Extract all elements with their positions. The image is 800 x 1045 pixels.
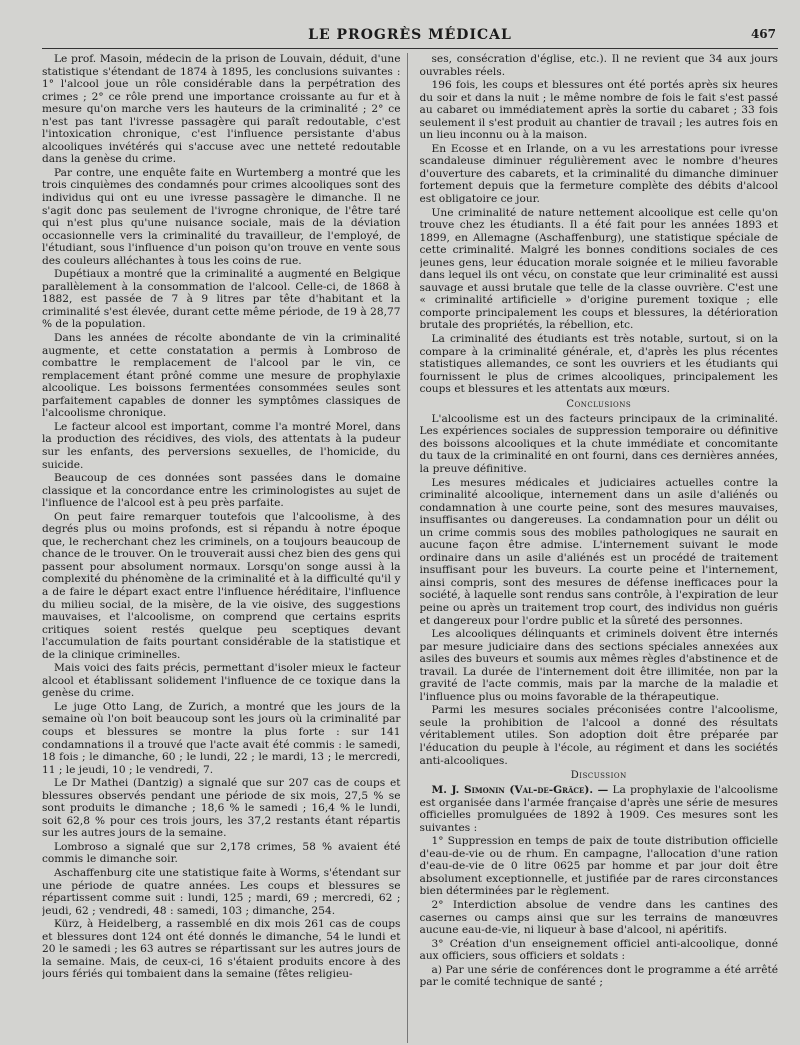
page-number: 467 — [750, 27, 776, 41]
paragraph: 196 fois, les coups et blessures ont été portés après six heures du soir et dans la nuit ; le même nombre de fois le fait s'est passé au cabaret ou immédiatement après la sortie du cabaret ; 33 fois seulement il s'est produit au chantier de travail ; les autres fois en un lieu inconnu ou à la maison. — [419, 79, 778, 142]
paragraph: Dans les années de récolte abondante de vin la criminalité augmente, et cette constatation a permis à Lombroso de combattre le remplacement de l'alcool par le vin, ce remplacement étant prôné comme une mesure de prophylaxie alcoolique. Les boissons fermentées consommées seules sont parfaitement capables de donner les symptômes classiques de l'alcoolisme chronique. — [42, 332, 401, 420]
paragraph: Les mesures médicales et judiciaires actuelles contre la criminalité alcoolique, internement dans un asile d'aliénés ou condamnation à une courte peine, sont des mesures mauvaises, insuffisantes ou dangereuses. La condamnation pour un délit ou un crime commis sous des mobiles pathologiques ne saurait en aucune façon être admise. L'internement suivant le mode ordinaire dans un asile d'aliénés est un procédé de traitement insuffisant pour les buveurs. La courte peine et l'internement, ainsi compris, sont des mesures de défense inefficaces pour la société, à laquelle sont rendus sans contrôle, à l'expiration de leur peine ou après un traitement trop court, des individus non guéris et dangereux pour l'ordre public et la sûreté des personnes. — [419, 476, 778, 627]
paragraph: En Ecosse et en Irlande, on a vu les arrestations pour ivresse scandaleuse diminuer régulièrement avec le nombre d'heures d'ouverture des cabarets, et la criminalité du dimanche diminuer fortement depuis que la fermeture complète des débits d'alcool est obligatoire ce jour. — [419, 142, 778, 206]
running-header — [42, 22, 778, 49]
paragraph: ses, consécration d'église, etc.). Il ne revient que 34 aux jours ouvrables réels. — [419, 53, 778, 78]
discussion-text: La prophylaxie de l'alcoolisme est organisée dans l'armée française d'après une série de mesures officielles promulguées de 1892 à 1909. Ces mesures sont les suivantes : — [419, 784, 778, 834]
discussion-opening — [420, 784, 779, 834]
paragraph: Dupétiaux a montré que la criminalité a augmenté en Belgique parallèlement à la consommation de l'alcool. Celle-ci, de 1868 à 1882, est passée de 7 à 9 litres par tête d'habitant et la criminalité s'est élevée, durant cette même période, de 19 à 28,77 % de la population. — [42, 268, 401, 331]
paragraph: 2° Interdiction absolue de vendre dans les cantines des casernes ou camps ainsi que sur les terrains de manœuvres aucune eau-de-vie, ni liqueur à base d'alcool, ni apéritifs. — [419, 899, 778, 937]
paragraph: Le facteur alcool est important, comme l'a montré Morel, dans la production des récidives, des viols, des attentats à la pudeur sur les enfants, des perversions sexuelles, de l'homicide, du suicide. — [42, 420, 401, 471]
section-heading-conclusions: Conclusions — [566, 398, 632, 410]
paragraph: a) Par une série de conférences dont le programme a été arrêté par le comité technique de santé ; — [419, 963, 778, 989]
paragraph: Lombroso a signalé que sur 2,178 crimes, 58 % avaient été commis le dimanche soir. — [42, 840, 401, 866]
paragraph: La criminalité des étudiants est très notable, surtout, si on la compare à la criminalité générale, et, d'après les plus récentes statistiques allemandes, ce sont les ouvriers et les étudiants qui fournissent le plus de crimes alcooliques, principalement les coups et blessures et les attentats aux mœurs. — [419, 333, 778, 396]
paragraph: On peut faire remarquer toutefois que l'alcoolisme, à des degrés plus ou moins profonds, est si répandu à notre époque que, le recherchant chez les criminels, on a toujours beaucoup de chance de le trouver. On le trouverait aussi chez bien des gens qui passent pour absolument normaux. Lorsqu'on songe aussi à la complexité du phénomène de la criminalité et à la difficulté qu'il y a de faire le départ exact entre l'influence héréditaire, l'influence du milieu social, de la misère, de la vie oisive, des suggestions mauvaises, et l'alcoolisme, on comprend que certains esprits critiques soient restés quelque peu sceptiques devant l'accumulation de faits pourtant considérable de la statistique et de la clinique criminelles. — [42, 510, 401, 661]
paragraph: Mais voici des faits précis, permettant d'isoler mieux le facteur alcool et établissant solidement l'influence de ce toxique dans la genèse du crime. — [42, 662, 401, 700]
paragraph: Beaucoup de ces données sont passées dans le domaine classique et la concordance entre les criminologistes au sujet de l'influence de l'alcool est à peu près parfaite. — [42, 472, 401, 510]
speaker-name: M. J. Simonin (Val-de-Grâce). — — [431, 784, 609, 797]
paragraph: Les alcooliques délinquants et criminels doivent être internés par mesure judiciaire dans des sections spéciales annexées aux asiles des buveurs et soumis aux mêmes règles d'abstinence et de travail. La durée de l'internement doit être illimitée, non par la gravité de l'acte commis, mais par la marche de la maladie et l'influence plus ou moins favorable de la thérapeutique. — [419, 628, 778, 703]
paragraph: Kürz, à Heidelberg, a rassemblé en dix mois 261 cas de coups et blessures dont 124 ont été donnés le dimanche, 54 le lundi et 20 le samedi ; les 63 autres se répartissant sur les autres jours de la semaine. Mais, de ceux-ci, 16 s'étaient produits encore à des jours fériés qui tombaient dans la semaine (fêtes religieu- — [42, 918, 401, 981]
journal-title: LE PROGRÈS MÉDICAL — [308, 27, 512, 43]
paragraph: Aschaffenburg cite une statistique faite à Worms, s'étendant sur une période de quatre années. Les coups et blessures se répartissent comme suit : lundi, 125 ; mardi, 69 ; mercredi, 62 ; jeudi, 62 ; vendredi, 48 : samedi, 103 ; dimanche, 254. — [42, 867, 401, 917]
paragraph: Parmi les mesures sociales préconisées contre l'alcoolisme, seule la prohibition de l'alcool a donné des résultats véritablement utiles. Son adoption doit être préparée par l'éducation du peuple à l'école, au régiment et dans les sociétés anti-alcooliques. — [419, 704, 778, 767]
right-column — [420, 53, 779, 1043]
paragraph: Le prof. Masoin, médecin de la prison de Louvain, déduit, d'une statistique s'étendant de 1874 à 1895, les conclusions suivantes : 1° l'alcool joue un rôle considérable dans la perpétration des crimes ; 2° ce rôle prend une importance croissante au fur et à mesure qu'on marche vers les hauteurs de la criminalité ; 2° ce n'est pas tant l'ivresse passagère qui paraît redoutable, c'est l'intoxication chronique, c'est l'influence persistante d'abus alcooliques invétérés qui s'accuse avec une netteté redoutable dans la genèse du crime. — [42, 53, 401, 166]
text-columns — [42, 53, 778, 1043]
paragraph: 1° Suppression en temps de paix de toute distribution officielle d'eau-de-vie ou de rhum. En campagne, l'allocation d'une ration d'eau-de-vie de 0 litre 0625 par homme et par jour doit être absolument exceptionnelle, et justifiée par de rares circonstances bien déterminées par le règlement. — [419, 835, 778, 898]
paragraph: Une criminalité de nature nettement alcoolique est celle qu'on trouve chez les étudiants. Il a été fait pour les années 1893 et 1899, en Allemagne (Aschaffenburg), une statistique spéciale de cette criminalité. Malgré les bonnes conditions sociales de ces jeunes gens, leur éducation morale soignée et le milieu favorable dans lequel ils ont vécu, on constate que leur criminalité est aussi sauvage et aussi brutale que telle de la classe ouvrière. C'est une « criminalité artificielle » d'origine purement toxique ; elle comporte principalement les coups et blessures, la détérioration brutale des propriétés, la rébellion, etc. — [419, 206, 778, 332]
section-heading-discussion: Discussion — [570, 770, 627, 782]
paragraph: 3° Création d'un enseignement officiel anti-alcoolique, donné aux officiers, sous officiers et soldats : — [419, 937, 778, 963]
paragraph: Le Dr Mathei (Dantzig) a signalé que sur 207 cas de coups et blessures observés pendant une période de six mois, 27,5 % se sont produits le dimanche ; 18,6 % le samedi ; 16,4 % le lundi, soit 62,8 % pour ces trois jours, les 37,2 restants étant répartis sur les autres jours de la semaine. — [42, 777, 401, 840]
paragraph: Par contre, une enquête faite en Wurtemberg a montré que les trois cinquièmes des condamnés pour crimes alcooliques sont des individus qui ont eu une ivresse passagère le dimanche. Il ne s'agit donc pas seulement de l'ivrogne chronique, de l'être taré qui n'est plus qu'une nuisance sociale, mais de la déviation occasionnelle vers la criminalité du travailleur, de l'employé, de l'étudiant, sous l'influence d'un poison qu'on trouve en vente sous des couleurs alléchantes à tous les coins de rue. — [42, 166, 401, 267]
paragraph: Le juge Otto Lang, de Zurich, a montré que les jours de la semaine où l'on boit beaucoup sont les jours où la criminalité par coups et blessures se montre la plus forte : sur 141 condamnations il a trouvé que l'acte avait été commis : le samedi, 18 fois ; le dimanche, 60 ; le lundi, 22 ; le mardi, 13 ; le mercredi, 11 ; le jeudi, 10 ; le vendredi, 7. — [42, 700, 401, 776]
left-column — [42, 53, 408, 1043]
paragraph: L'alcoolisme est un des facteurs principaux de la criminalité. Les expériences sociales de suppression temporaire ou définitive des boissons alcooliques et la chute immédiate et concomitante du taux de la criminalité en ont fourni, dans ces dernières années, la preuve définitive. — [419, 412, 778, 475]
